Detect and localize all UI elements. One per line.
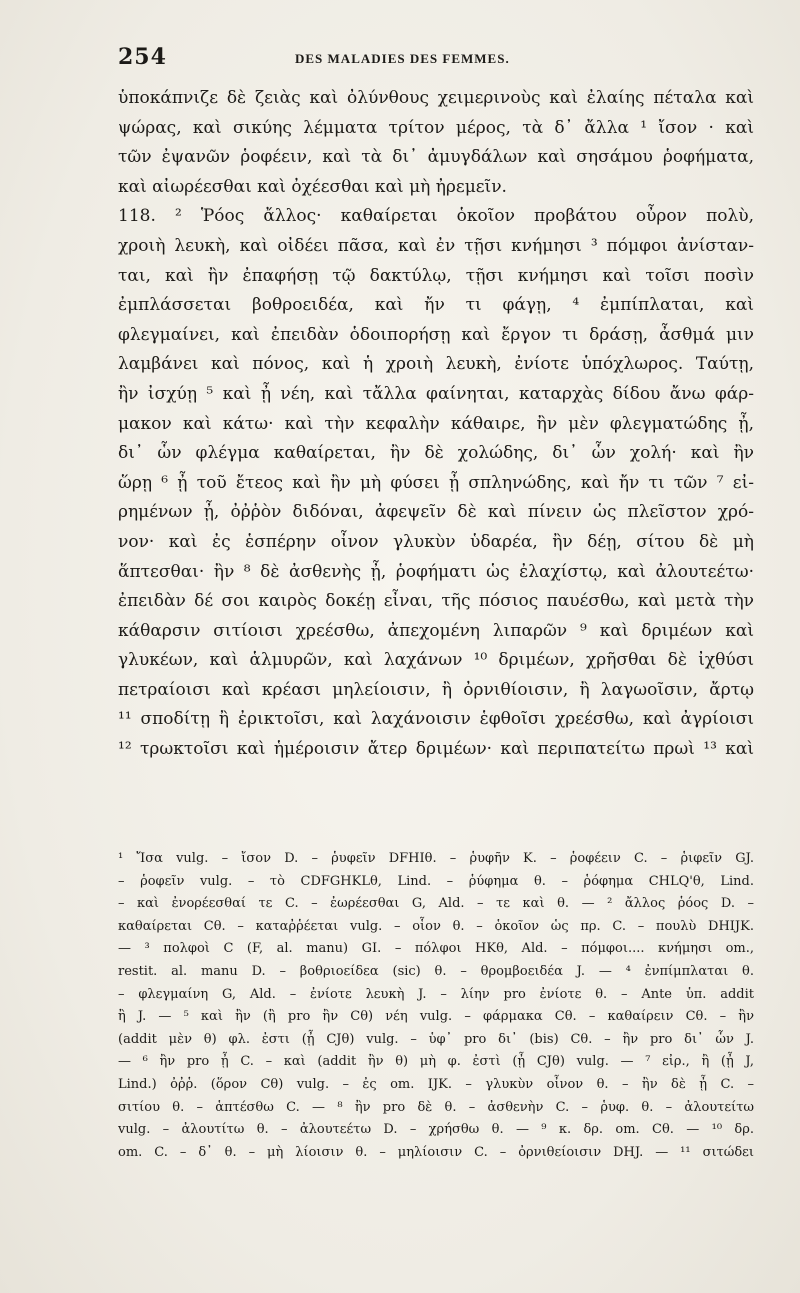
text-line: νον· καὶ ἐς ἑσπέρην οἶνον γλυκὺν ὑδαρέα, ἢν δέῃ, σίτου δὲ μὴ — [118, 531, 754, 552]
footnote-line: ¹ Ἴσα vulg. – ἴσον D. – ῥυφεῖν DFHIθ. – ῥυφῆν K. – ῥοφέειν C. – ῥιφεῖν GJ. — [118, 851, 754, 866]
text-line: ται, καὶ ἢν ἐπαφήσῃ τῷ δακτύλῳ, τῇσι κνήμησι καὶ τοῖσι ποσὶν — [118, 265, 754, 286]
text-line: χροιὴ λευκὴ, καὶ οἰδέει πᾶσα, καὶ ἐν τῇσι κνήμησι ³ πόμφοι ἀνίσταν- — [118, 235, 754, 256]
text-line: κάθαρσιν σιτίοισι χρεέσθω, ἀπεχομένη λιπαρῶν ⁹ καὶ δριμέων καὶ — [118, 620, 754, 641]
text-line: ὑποκάπνιζε δὲ ζειὰς καὶ ὀλύνθους χειμερινοὺς καὶ ἐλαίης πέταλα καὶ — [118, 88, 754, 108]
footnote-line: vulg. – ἀλουτίτω θ. – ἀλουτεέτω D. – χρήσθω θ. — ⁹ κ. δρ. om. Cθ. — ¹⁰ δρ. — [118, 1122, 754, 1138]
footnote-line: — ³ πολφοὶ C (F, al. manu) GI. – πόλφοι HKθ, Ald. – πόμφοι.... κνήμησι om., — [118, 941, 754, 957]
text-line: καὶ αἰωρέεσθαι καὶ ὀχέεσθαι καὶ μὴ ἠρεμεῖν. — [118, 176, 507, 197]
footnote-line: – ῥοφεῖν vulg. – τὸ CDFGHKLθ, Lind. – ῥύφημα θ. – ῥόφημα CHLQ'θ, Lind. — [118, 873, 754, 889]
footnote-line: Lind.) ὀῤῥ. (ὅρον Cθ) vulg. – ἐς om. IJK. – γλυκὺν οἶνον θ. – ἢν δὲ ᾖ C. – — [118, 1076, 754, 1092]
text-line: φλεγμαίνει, καὶ ἐπειδὰν ὁδοιπορήσῃ καὶ ἔργον τι δράσῃ, ἆσθμά μιν — [118, 324, 754, 345]
text-line: ¹¹ σποδίτῃ ἢ ἐρικτοῖσι, καὶ λαχάνοισιν ἑφθοῖσι χρεέσθω, καὶ ἀγρίοισι — [118, 709, 754, 730]
footnote-line: σιτίου θ. – ἁπτέσθω C. — ⁸ ἢν pro δὲ θ. – ἀσθενὴν C. – ῥυφ. θ. – ἀλουτείτω — [118, 1099, 754, 1115]
text-line: δι᾽ ὧν φλέγμα καθαίρεται, ἢν δὲ χολώδης, δι᾽ ὧν χολή· καὶ ἢν — [118, 443, 754, 464]
footnote-line: (addit μὲν θ) φλ. ἐστι (ᾖ CJθ) vulg. – ὑφ᾽ pro δι᾽ (bis) Cθ. – ἢν pro δι᾽ ὧν J. — [118, 1031, 754, 1047]
text-line: ἅπτεσθαι· ἢν ⁸ δὲ ἀσθενὴς ᾖ, ῥοφήματι ὡς ἐλαχίστῳ, καὶ ἀλουτεέτω· — [118, 561, 754, 582]
main-text-block — [118, 84, 754, 765]
footnote-line: καθαίρεται Cθ. – καταῤῥέεται vulg. – οἷον θ. – ὁκοῖον ὡς πρ. C. – πουλὺ DHIJK. — [118, 918, 754, 934]
text-line: ψώρας, καὶ σικύης λέμματα τρίτον μέρος, τὰ δ᾽ ἄλλα ¹ ἴσον · καὶ — [118, 117, 754, 138]
footnote-line: ἢ J. — ⁵ καὶ ἢν (ἢ pro ἢν Cθ) νέη vulg. – φάρμακα Cθ. – καθαίρειν Cθ. – ἢν — [118, 1009, 754, 1025]
text-line: ἢν ἰσχύῃ ⁵ καὶ ᾖ νέη, καὶ τἄλλα φαίνηται, καταρχὰς δίδου ἄνω φάρ- — [118, 383, 754, 404]
running-title: DES MALADIES DES FEMMES. — [295, 51, 510, 66]
footnote-line: om. C. – δ᾽ θ. – μὴ λίοισιν θ. – μηλίοισιν C. – ὀρνιθείοισιν DHJ. — ¹¹ σιτώδει — [118, 1144, 754, 1160]
text-line: ἐμπλάσσεται βοθροειδέα, καὶ ἤν τι φάγῃ, ⁴ ἐμπίπλαται, καὶ — [118, 295, 754, 316]
footnote-line: – καὶ ἐνορέεσθαί τε C. – ἐωρέεσθαι G, Ald. – τε καὶ θ. — ² ἄλλος ῥόος D. – — [118, 896, 754, 912]
text-line: τῶν ἐψανῶν ῥοφέειν, καὶ τὰ δι᾽ ἀμυγδάλων καὶ σησάμου ῥοφήματα, — [118, 147, 754, 168]
text-line: ¹² τρωκτοῖσι καὶ ἡμέροισιν ἄτερ δριμέων· καὶ περιπατείτω πρωὶ ¹³ καὶ — [118, 739, 754, 760]
text-line: ἐπειδὰν δέ σοι καιρὸς δοκέῃ εἶναι, τῆς πόσιος παυέσθω, καὶ μετὰ τὴν — [118, 591, 754, 612]
text-line: μακον καὶ κάτω· καὶ τὴν κεφαλὴν κάθαιρε, ἢν μὲν φλεγματώδης ᾖ, — [118, 413, 754, 434]
text-line: πετραίοισι καὶ κρέασι μηλείοισιν, ἢ ὀρνιθίοισιν, ἢ λαγωοῖσιν, ἄρτῳ — [118, 679, 754, 700]
text-line: λαμβάνει καὶ πόνος, καὶ ἡ χροιὴ λευκὴ, ἐνίοτε ὑπόχλωρος. Ταύτῃ, — [118, 354, 754, 375]
text-line: ρημένων ᾖ, ὀῤῥὸν διδόναι, ἀφεψεῖν δὲ καὶ πίνειν ὡς πλεῖστον χρό- — [118, 502, 754, 523]
footnote-line: — ⁶ ἢν pro ᾖ C. – καὶ (addit ἢν θ) μὴ φ. ἐστὶ (ᾖ CJθ) vulg. — ⁷ εἰρ., ἢ (ᾖ J, — [118, 1054, 754, 1070]
page-header — [118, 44, 756, 74]
footnote-line: restit. al. manu D. – βοθριοείδεα (sic) θ. – θρομβοειδέα J. — ⁴ ἐνπίμπλαται θ. — [118, 963, 754, 979]
page-number: 254 — [118, 44, 167, 70]
section-start-line: 118. ² Ῥόος ἄλλος· καθαίρεται ὁκοῖον προβάτου οὖρον πολὺ, — [118, 206, 754, 227]
footnote-line: – φλεγμαίνη G, Ald. – ἐνίοτε λευκὴ J. – λίην pro ἐνίοτε θ. – Ante ὑπ. addit — [118, 986, 754, 1002]
text-line: γλυκέων, καὶ ἁλμυρῶν, καὶ λαχάνων ¹⁰ δριμέων, χρῆσθαι δὲ ἰχθύσι — [118, 650, 754, 671]
footnotes-block — [118, 848, 754, 1164]
text-line: ὥρῃ ⁶ ᾖ τοῦ ἔτεος καὶ ἢν μὴ φύσει ᾖ σπληνώδης, καὶ ἤν τι τῶν ⁷ εἰ- — [118, 472, 754, 493]
